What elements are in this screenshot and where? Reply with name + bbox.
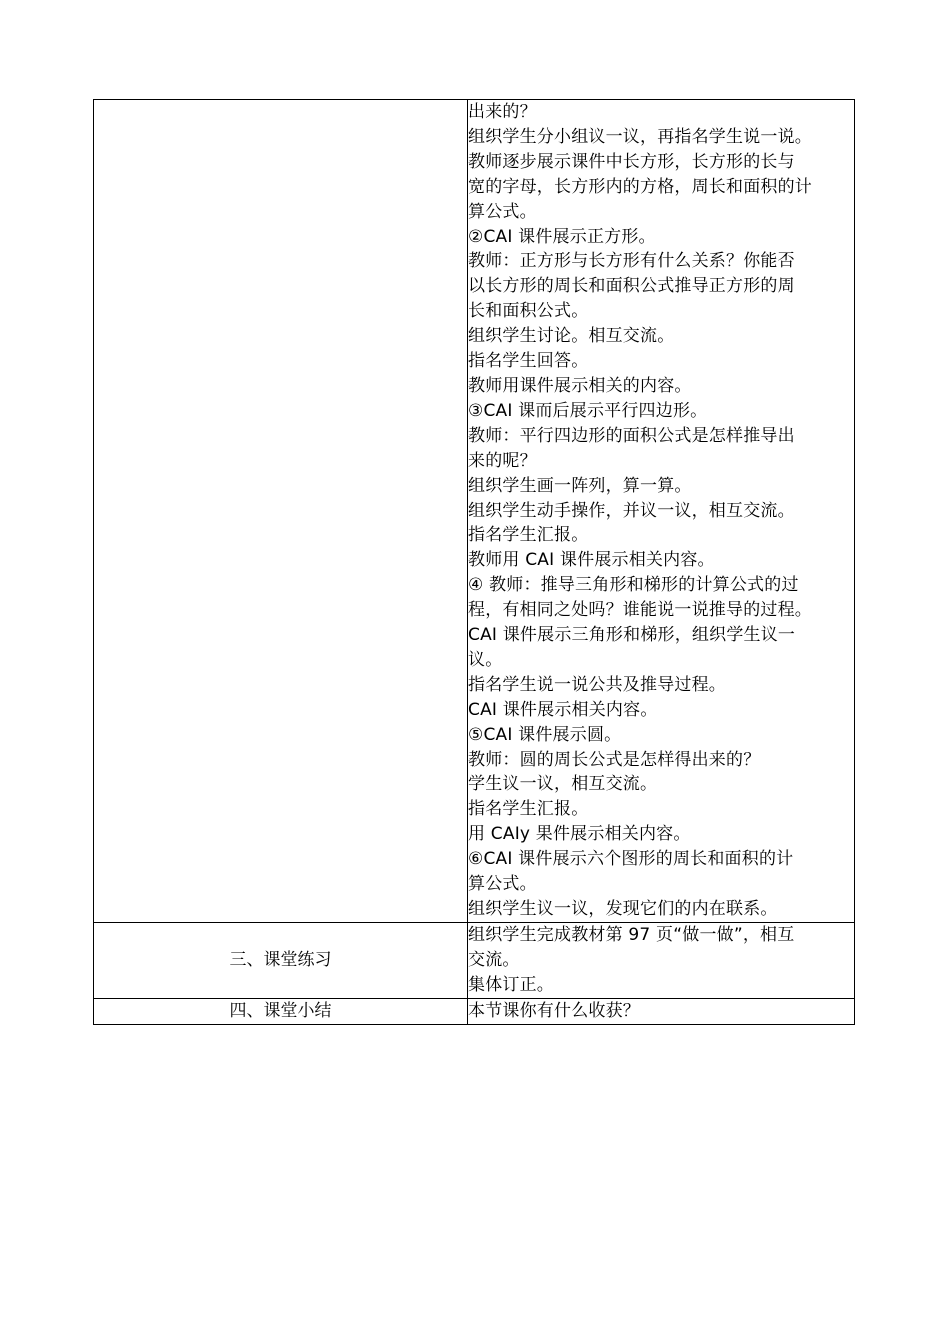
table-body xyxy=(94,100,855,1025)
activity-line: ③CAI 课而后展示平行四边形。 xyxy=(468,400,708,421)
activity-line: 指名学生汇报。 xyxy=(468,525,589,546)
activity-cell xyxy=(468,922,855,998)
activity-line: 交流。 xyxy=(468,949,520,970)
activity-line: CAI 课件展示相关内容。 xyxy=(468,699,658,720)
table-row xyxy=(94,922,855,998)
activity-line: 本节课你有什么收获？ xyxy=(468,1000,640,1021)
activity-line: 议。 xyxy=(468,649,503,670)
activity-line: 指名学生汇报。 xyxy=(468,799,589,820)
activity-line: 组织学生完成教材第 97 页“做一做”，相互 xyxy=(468,924,795,945)
activity-line: 长和面积公式。 xyxy=(468,301,589,322)
activity-line: 教师用 CAI 课件展示相关内容。 xyxy=(468,550,715,571)
activity-line: 算公式。 xyxy=(468,874,537,895)
activity-line: 教师：平行四边形的面积公式是怎样推导出 xyxy=(468,425,795,446)
activity-line: 用 CAIy 果件展示相关内容。 xyxy=(468,824,691,845)
activity-line: 集体订正。 xyxy=(468,974,554,995)
activity-cell xyxy=(468,998,855,1024)
activity-line: 组织学生画一阵列，算一算。 xyxy=(468,475,692,496)
activity-line: 算公式。 xyxy=(468,201,537,222)
stage-label: 三、课堂练习 xyxy=(229,949,332,970)
activity-line: 组织学生讨论。相互交流。 xyxy=(468,326,675,347)
activity-line: 宽的字母，长方形内的方格，周长和面积的计 xyxy=(468,176,812,197)
stage-cell xyxy=(94,100,468,923)
activity-line: 程，有相同之处吗？谁能说一说推导的过程。 xyxy=(468,600,812,621)
activity-line: CAI 课件展示三角形和梯形，组织学生议一 xyxy=(468,625,796,646)
stage-label: 四、课堂小结 xyxy=(229,1000,332,1021)
table-row xyxy=(94,998,855,1024)
activity-cell xyxy=(468,100,855,923)
activity-line: ④ 教师：推导三角形和梯形的计算公式的过 xyxy=(468,575,799,596)
activity-line: 组织学生动手操作，并议一议，相互交流。 xyxy=(468,500,795,521)
activity-line: 组织学生分小组议一议，再指名学生说一说。 xyxy=(468,126,812,147)
activity-line: 指名学生说一说公共及推导过程。 xyxy=(468,674,726,695)
activity-line: 教师用课件展示相关的内容。 xyxy=(468,375,692,396)
stage-cell xyxy=(94,998,468,1024)
activity-line: 来的呢？ xyxy=(468,450,537,471)
activity-line: 出来的？ xyxy=(468,102,537,122)
activity-line: ⑥CAI 课件展示六个图形的周长和面积的计 xyxy=(468,849,794,870)
activity-line: 以长方形的周长和面积公式推导正方形的周 xyxy=(468,276,795,297)
activity-line: 组织学生议一议，发现它们的内在联系。 xyxy=(468,899,778,919)
table-row xyxy=(94,100,855,923)
stage-cell xyxy=(94,922,468,998)
activity-line: ②CAI 课件展示正方形。 xyxy=(468,226,656,247)
activity-line: 教师逐步展示课件中长方形，长方形的长与 xyxy=(468,151,795,172)
activity-line: 教师：正方形与长方形有什么关系？你能否 xyxy=(468,251,795,272)
activity-line: ⑤CAI 课件展示圆。 xyxy=(468,724,622,745)
activity-line: 教师：圆的周长公式是怎样得出来的？ xyxy=(468,749,761,770)
activity-line: 指名学生回答。 xyxy=(468,351,589,372)
activity-line: 学生议一议，相互交流。 xyxy=(468,774,658,795)
lesson-plan-table xyxy=(93,99,855,1025)
